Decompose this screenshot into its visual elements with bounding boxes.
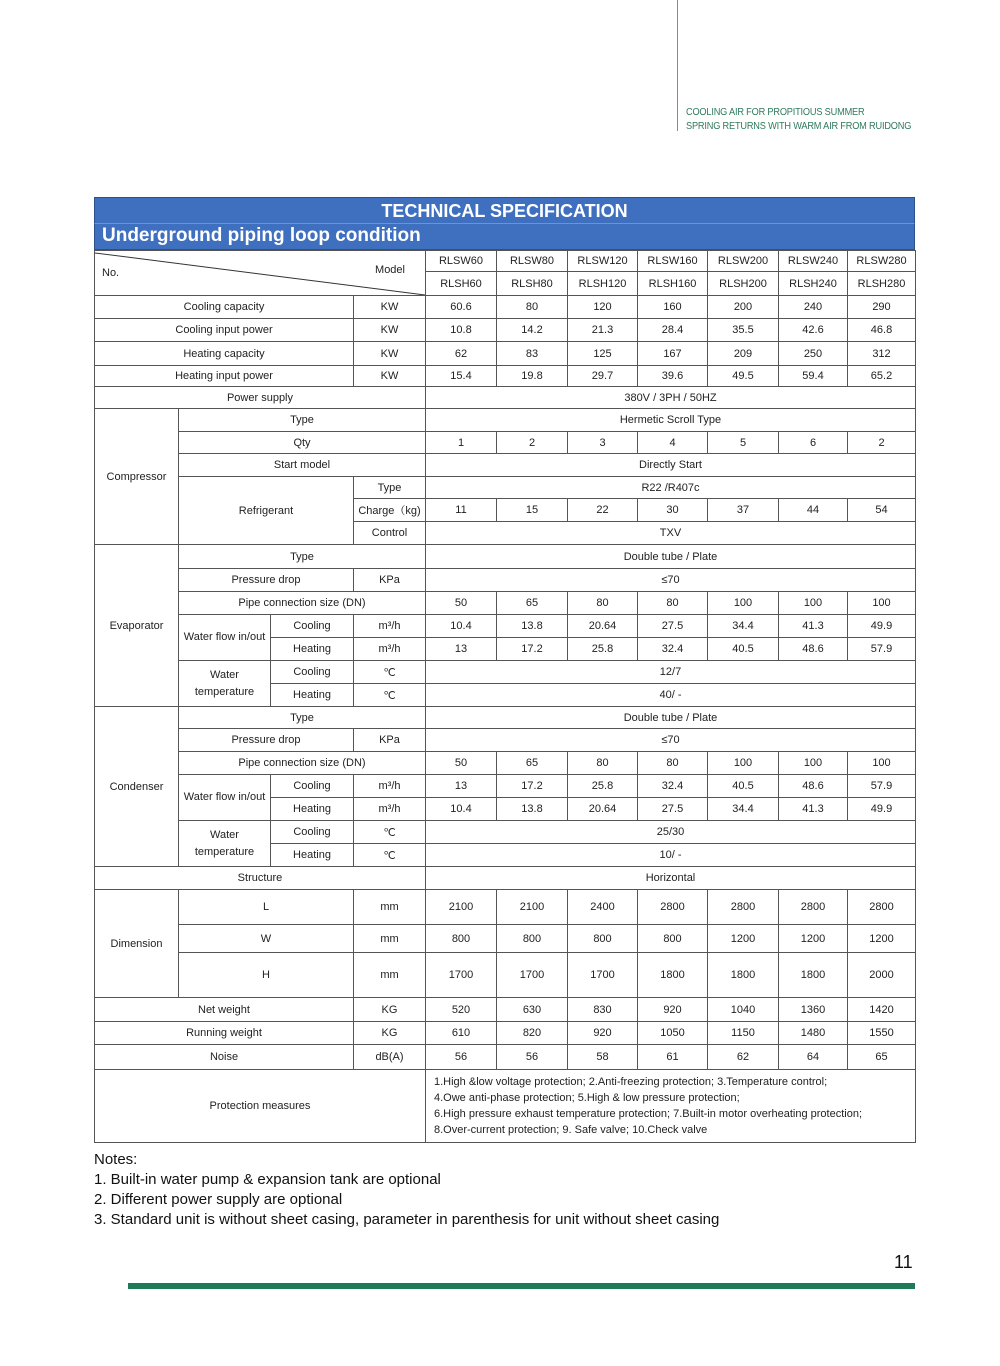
table-row [95,925,916,953]
value-cell: 27.5 [638,798,708,821]
value-cell: Directly Start [426,454,916,477]
row-label: Pipe connection size (DN) [179,592,426,615]
table-row [95,454,916,477]
table-row [95,867,916,890]
table-subtitle: Underground piping loop condition [94,223,915,250]
row-label: Protection measures [95,1070,426,1143]
value-cell: 41.3 [779,615,848,638]
value-cell: 100 [708,592,779,615]
model-name-w: RLSW240 [779,251,848,272]
value-cell: 15.4 [426,366,497,387]
unit-cell: mm [354,890,426,925]
row-label: Type [179,545,426,569]
value-cell: 19.8 [497,366,568,387]
row-label: Heating capacity [95,342,354,366]
row-label: Pressure drop [179,569,354,592]
value-cell: 250 [779,342,848,366]
value-cell: 59.4 [779,366,848,387]
header-tagline-2: SPRING RETURNS WITH WARM AIR FROM RUIDONG [686,121,912,132]
value-cell: 10/ - [426,844,916,867]
protection-measures-cell [426,1070,916,1143]
unit-cell: KW [354,342,426,366]
model-name-h: RLSH240 [779,272,848,296]
unit-cell: ℃ [354,844,426,867]
value-cell: 5 [708,432,779,454]
sub-label: Heating [271,684,354,707]
table-row [95,545,916,569]
unit-cell: dB(A) [354,1045,426,1070]
row-label: Qty [179,432,426,454]
unit-cell: m³/h [354,615,426,638]
value-cell: 290 [848,296,916,319]
value-cell: 80 [497,296,568,319]
row-label: Heating input power [95,366,354,387]
table-row [95,477,916,499]
value-cell: 30 [638,499,708,522]
value-cell: 56 [426,1045,497,1070]
group-label: Compressor [95,409,179,545]
unit-cell: KPa [354,569,426,592]
value-cell: 83 [497,342,568,366]
value-cell: 46.8 [848,319,916,342]
value-cell: 62 [708,1045,779,1070]
value-cell: 1360 [779,998,848,1022]
table-row [95,366,916,387]
row-label: Water flow in/out [179,615,271,661]
value-cell: 32.4 [638,775,708,798]
value-cell: 42.6 [779,319,848,342]
value-cell: 21.3 [568,319,638,342]
value-cell: 160 [638,296,708,319]
row-label: Water temperature [179,661,271,707]
value-cell: 3 [568,432,638,454]
value-cell: 630 [497,998,568,1022]
value-cell: 34.4 [708,798,779,821]
row-label: Cooling input power [95,319,354,342]
unit-cell: KG [354,1022,426,1045]
table-row [95,296,916,319]
group-label: Condenser [95,707,179,867]
table-row [95,821,916,844]
value-cell: 62 [426,342,497,366]
unit-cell: mm [354,925,426,953]
note-item: 2. Different power supply are optional [94,1191,343,1208]
row-label: Refrigerant [179,477,354,545]
model-name-w: RLSW280 [848,251,916,272]
unit-cell: Type [354,477,426,499]
value-cell: 40.5 [708,638,779,661]
unit-cell: mm [354,953,426,998]
value-cell: 209 [708,342,779,366]
value-cell: 1800 [638,953,708,998]
value-cell: 13.8 [497,798,568,821]
value-cell: 12/7 [426,661,916,684]
value-cell: 28.4 [638,319,708,342]
table-row [95,752,916,775]
value-cell: 920 [638,998,708,1022]
value-cell: 2 [848,432,916,454]
value-cell: 820 [497,1022,568,1045]
row-label: Start model [179,454,426,477]
value-cell: 65 [848,1045,916,1070]
protection-line: 1.High &low voltage protection; 2.Anti-freezing protection; 3.Temperature control; [434,1076,828,1088]
table-row [95,251,916,272]
value-cell: 520 [426,998,497,1022]
value-cell: 57.9 [848,638,916,661]
value-cell: 13.8 [497,615,568,638]
table-row [95,342,916,366]
row-label: Type [179,707,426,729]
value-cell: 920 [568,1022,638,1045]
table-row [95,569,916,592]
table-row [95,592,916,615]
unit-cell: KPa [354,729,426,752]
value-cell: 2400 [568,890,638,925]
unit-cell: Charge（kg) [354,499,426,522]
value-cell: 1800 [779,953,848,998]
value-cell: 1700 [426,953,497,998]
value-cell: 65 [497,592,568,615]
unit-cell: KW [354,366,426,387]
sub-label: Cooling [271,615,354,638]
model-name-w: RLSW160 [638,251,708,272]
value-cell: 25.8 [568,638,638,661]
value-cell: 44 [779,499,848,522]
value-cell: 10.4 [426,615,497,638]
value-cell: 800 [426,925,497,953]
value-cell: 2 [497,432,568,454]
value-cell: 380V / 3PH / 50HZ [426,387,916,409]
model-name-h: RLSH60 [426,272,497,296]
value-cell: 60.6 [426,296,497,319]
value-cell: 1480 [779,1022,848,1045]
value-cell: 1200 [779,925,848,953]
unit-cell: m³/h [354,798,426,821]
table-row [95,432,916,454]
value-cell: 1200 [708,925,779,953]
value-cell: 2800 [708,890,779,925]
value-cell: 65 [497,752,568,775]
value-cell: 80 [568,592,638,615]
model-name-h: RLSH200 [708,272,779,296]
footer-green-bar [128,1283,915,1289]
value-cell: 13 [426,775,497,798]
row-label: H [179,953,354,998]
protection-line: 6.High pressure exhaust temperature protection; 7.Built-in motor overheating protection; [434,1108,863,1120]
value-cell: 2100 [426,890,497,925]
row-label: Pipe connection size (DN) [179,752,426,775]
value-cell: 61 [638,1045,708,1070]
page-number: 11 [894,1252,913,1272]
sub-label: Cooling [271,775,354,798]
value-cell: 41.3 [779,798,848,821]
value-cell: 800 [638,925,708,953]
value-cell: 1800 [708,953,779,998]
table-row [95,729,916,752]
spec-table [94,250,916,1143]
value-cell: 830 [568,998,638,1022]
unit-cell: m³/h [354,638,426,661]
protection-line: 8.Over-current protection; 9. Safe valve; 10.Check valve [434,1124,708,1136]
value-cell: 800 [497,925,568,953]
value-cell: 1700 [497,953,568,998]
value-cell: 2100 [497,890,568,925]
value-cell: 1 [426,432,497,454]
table-row [95,387,916,409]
row-label: Noise [95,1045,354,1070]
unit-cell: ℃ [354,661,426,684]
value-cell: 80 [638,592,708,615]
table-row [95,1022,916,1045]
value-cell: 100 [848,752,916,775]
table-row [95,409,916,432]
row-label: Structure [95,867,426,890]
no-label: No. [102,267,120,279]
sub-label: Cooling [271,661,354,684]
sub-label: Heating [271,844,354,867]
protection-line: 4.Owe anti-phase protection; 5.High & low pressure protection; [434,1092,740,1104]
value-cell: 100 [779,752,848,775]
row-label: Power supply [95,387,426,409]
model-name-h: RLSH160 [638,272,708,296]
row-label: Net weight [95,998,354,1022]
value-cell: 100 [848,592,916,615]
table-row [95,707,916,729]
table-row [95,953,916,998]
value-cell: 37 [708,499,779,522]
value-cell: 2800 [779,890,848,925]
table-row [95,661,916,684]
value-cell: 10.4 [426,798,497,821]
value-cell: 56 [497,1045,568,1070]
table-row [95,1045,916,1070]
value-cell: 2800 [848,890,916,925]
value-cell: 17.2 [497,775,568,798]
value-cell: 15 [497,499,568,522]
value-cell: 13 [426,638,497,661]
value-cell: 4 [638,432,708,454]
value-cell: 14.2 [497,319,568,342]
value-cell: 25.8 [568,775,638,798]
table-row [95,615,916,638]
value-cell: 800 [568,925,638,953]
value-cell: 39.6 [638,366,708,387]
value-cell: 35.5 [708,319,779,342]
value-cell: 49.9 [848,798,916,821]
value-cell: 120 [568,296,638,319]
value-cell: 312 [848,342,916,366]
sub-label: Cooling [271,821,354,844]
value-cell: Horizontal [426,867,916,890]
row-label: L [179,890,354,925]
value-cell: 100 [708,752,779,775]
value-cell: 17.2 [497,638,568,661]
value-cell: 1040 [708,998,779,1022]
model-name-w: RLSW80 [497,251,568,272]
unit-cell: Control [354,522,426,545]
value-cell: 34.4 [708,615,779,638]
group-label: Evaporator [95,545,179,707]
value-cell: 610 [426,1022,497,1045]
note-item: 1. Built-in water pump & expansion tank are optional [94,1171,441,1188]
model-name-w: RLSW120 [568,251,638,272]
value-cell: 22 [568,499,638,522]
table-row [95,998,916,1022]
value-cell: 80 [568,752,638,775]
row-label: Running weight [95,1022,354,1045]
unit-cell: ℃ [354,684,426,707]
table-row [95,1070,916,1143]
unit-cell: KG [354,998,426,1022]
model-name-h: RLSH280 [848,272,916,296]
value-cell: TXV [426,522,916,545]
value-cell: 57.9 [848,775,916,798]
table-row [95,890,916,925]
value-cell: 1050 [638,1022,708,1045]
table-row [95,775,916,798]
value-cell: 2800 [638,890,708,925]
sub-label: Heating [271,798,354,821]
value-cell: ≤70 [426,569,916,592]
row-label: Water temperature [179,821,271,867]
value-cell: 10.8 [426,319,497,342]
row-label: Pressure drop [179,729,354,752]
value-cell: 200 [708,296,779,319]
value-cell: 65.2 [848,366,916,387]
value-cell: Double tube / Plate [426,707,916,729]
value-cell: 40/ - [426,684,916,707]
header-divider-line [677,0,678,131]
value-cell: 1700 [568,953,638,998]
model-name-w: RLSW60 [426,251,497,272]
value-cell: 1200 [848,925,916,953]
value-cell: 64 [779,1045,848,1070]
value-cell: 50 [426,752,497,775]
no-model-header-cell [95,251,426,296]
unit-cell: ℃ [354,821,426,844]
value-cell: 240 [779,296,848,319]
value-cell: 1550 [848,1022,916,1045]
notes [94,1150,719,1230]
model-name-h: RLSH120 [568,272,638,296]
value-cell: 2000 [848,953,916,998]
value-cell: 48.6 [779,638,848,661]
value-cell: 50 [426,592,497,615]
row-label: Type [179,409,426,432]
row-label: Cooling capacity [95,296,354,319]
row-label: W [179,925,354,953]
value-cell: 20.64 [568,798,638,821]
value-cell: 54 [848,499,916,522]
value-cell: 20.64 [568,615,638,638]
note-item: 3. Standard unit is without sheet casing, parameter in parenthesis for unit without sheet casing [94,1211,720,1228]
value-cell: 125 [568,342,638,366]
value-cell: 32.4 [638,638,708,661]
value-cell: 6 [779,432,848,454]
sub-label: Heating [271,638,354,661]
model-label: Model [375,264,405,276]
value-cell: 49.9 [848,615,916,638]
value-cell: 58 [568,1045,638,1070]
value-cell: 167 [638,342,708,366]
row-label: Water flow in/out [179,775,271,821]
unit-cell: m³/h [354,775,426,798]
value-cell: R22 /R407c [426,477,916,499]
unit-cell: KW [354,296,426,319]
value-cell: ≤70 [426,729,916,752]
value-cell: 27.5 [638,615,708,638]
value-cell: 29.7 [568,366,638,387]
spec-table-container [94,197,915,1143]
value-cell: Hermetic Scroll Type [426,409,916,432]
value-cell: 48.6 [779,775,848,798]
unit-cell: KW [354,319,426,342]
value-cell: Double tube / Plate [426,545,916,569]
value-cell: 40.5 [708,775,779,798]
model-name-w: RLSW200 [708,251,779,272]
notes-title: Notes: [94,1151,138,1168]
model-name-h: RLSH80 [497,272,568,296]
value-cell: 100 [779,592,848,615]
group-label: Dimension [95,890,179,998]
table-row [95,319,916,342]
value-cell: 1420 [848,998,916,1022]
value-cell: 25/30 [426,821,916,844]
value-cell: 49.5 [708,366,779,387]
value-cell: 1150 [708,1022,779,1045]
value-cell: 80 [638,752,708,775]
table-title: TECHNICAL SPECIFICATION [94,197,915,223]
header-tagline-1: COOLING AIR FOR PROPITIOUS SUMMER [686,107,865,118]
value-cell: 11 [426,499,497,522]
